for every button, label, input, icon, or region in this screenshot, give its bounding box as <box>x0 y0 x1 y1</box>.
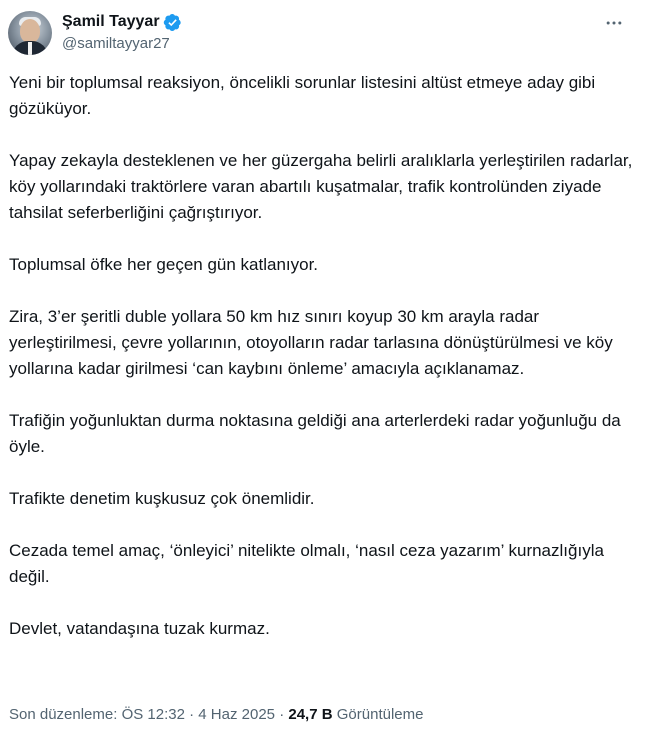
tweet-paragraph: Devlet, vatandaşına tuzak kurmaz. <box>9 619 270 638</box>
tweet-paragraph: Trafikte denetim kuşkusuz çok önemlidir. <box>9 489 315 508</box>
author-display-name[interactable]: Şamil Tayyar <box>62 13 160 30</box>
name-row <box>62 12 182 32</box>
meta-separator: · <box>275 706 289 723</box>
tweet-metadata <box>9 703 423 727</box>
more-horizontal-icon <box>604 13 624 33</box>
author-handle[interactable]: @samiltayyar27 <box>62 35 170 52</box>
tweet-date-link[interactable]: 4 Haz 2025 <box>198 706 276 723</box>
meta-separator: · <box>184 706 199 723</box>
views-label: Görüntüleme <box>336 706 424 723</box>
tweet-paragraph: Yeni bir toplumsal reaksiyon, öncelikli sorunlar listesini altüst etmeye aday gibi gözüküyor. <box>9 73 596 118</box>
avatar[interactable] <box>8 11 52 55</box>
tweet-paragraph: Yapay zekayla desteklenen ve her güzergaha belirli aralıklarla yerleştirilen radarlar, köy yollarındaki traktörlere varan abartılı kuşatmalar, trafik kontrolünden ziyade tahsilat seferberliğini çağrıştırıyor. <box>9 151 633 222</box>
tweet-paragraph: Cezada temel amaç, ‘önleyici’ nitelikte olmalı, ‘nasıl ceza yazarım’ kurnazlığıyla değil. <box>9 541 604 586</box>
tweet-text <box>9 70 639 668</box>
tweet-header <box>8 9 636 57</box>
tweet-paragraph: Trafiğin yoğunluktan durma noktasına geldiği ana arterlerdeki radar yoğunluğu da öyle. <box>9 411 621 456</box>
avatar-tie <box>28 42 32 55</box>
tweet-paragraph: Zira, 3’er şeritli duble yollara 50 km hız sınırı koyup 30 km arayla radar yerleştirilmesi, çevre yollarının, otoyolların radar tarlasına dönüştürülmesi ve köy yollarına kadar girilmesi ‘can kaybını önleme’ amacıyla açıklanamaz. <box>9 307 613 378</box>
edited-timestamp-link[interactable]: Son düzenleme: ÖS 12:32 <box>9 706 185 723</box>
verified-badge-icon[interactable] <box>163 13 182 32</box>
author-info <box>62 12 182 54</box>
views-count[interactable]: 24,7 B <box>288 706 333 723</box>
tweet-paragraph: Toplumsal öfke her geçen gün katlanıyor. <box>9 255 319 274</box>
avatar-face <box>20 19 40 43</box>
more-options-button[interactable] <box>600 11 628 35</box>
